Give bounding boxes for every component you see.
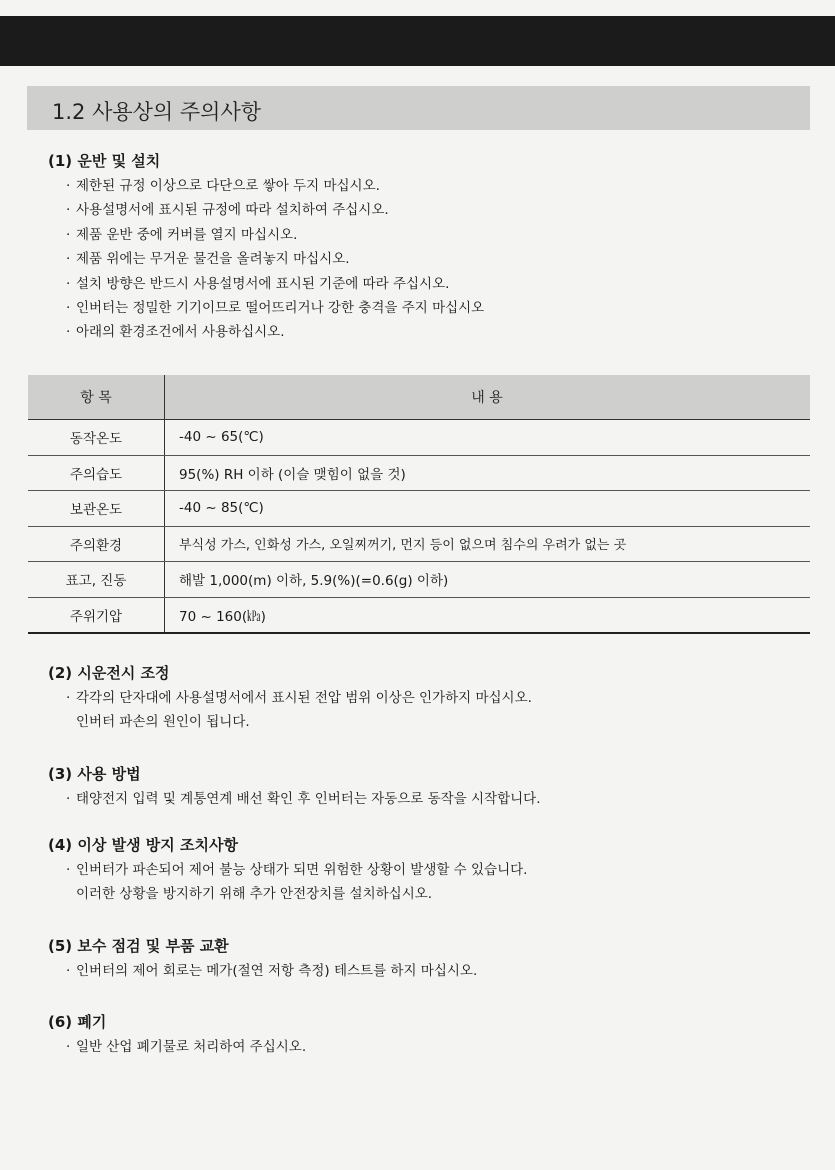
environment-table [28,375,810,634]
table-cell-content: 95(%) RH 이하 (이슬 맺힘이 없을 것) [165,455,811,491]
table-header-row [28,375,810,420]
heading-failure-prevention: (4) 이상 발생 방지 조치사항 [48,836,238,854]
table-row [28,526,810,562]
table-cell-content: 해발 1,000(m) 이하, 5.9(%)(=0.6(g) 이하) [165,562,811,598]
table-cell-item: 주의환경 [28,526,165,562]
list-item: · 아래의 환경조건에서 사용하십시오. [66,324,285,341]
heading-maintenance: (5) 보수 점검 및 부품 교환 [48,937,229,955]
list-item: · 제한된 규정 이상으로 다단으로 쌓아 두지 마십시오. [66,178,380,194]
table-cell-content: -40 ~ 85(℃) [165,491,811,527]
table-cell-item: 표고, 진동 [28,562,165,598]
section-maintenance [48,935,477,983]
table-cell-item: 보관온도 [28,491,165,527]
list-item: · 제품 운반 중에 커버를 열지 마십시오. [66,226,298,243]
heading-trial-run: (2) 시운전시 조정 [48,664,170,682]
list-item: · 인버터의 제어 회로는 메가(절연 저항 측정) 테스트를 하지 마십시오. [66,963,478,979]
column-header-content: 내 용 [165,375,811,420]
list-item: · 제품 위에는 무거운 물건을 올려놓지 마십시오. [66,251,350,268]
list-item: · 일반 산업 폐기물로 처리하여 주십시오. [66,1039,307,1055]
table-cell-content: 부식성 가스, 인화성 가스, 오일찌꺼기, 먼지 등이 없으며 침수의 우려가 없는 곳 [165,526,811,562]
table-row [28,562,810,598]
list-item: · 설치 방향은 반드시 사용설명서에 표시된 기준에 따라 주십시오. [66,275,450,292]
table-row [28,420,810,456]
section-usage [48,763,541,811]
section-trial-run [48,662,532,735]
table-row [28,491,810,527]
list-item: · 태양전지 입력 및 계통연계 배선 확인 후 인버터는 자동으로 동작을 시작합니다. [66,791,541,807]
table-cell-item: 동작온도 [28,420,165,456]
table-cell-item: 주의습도 [28,455,165,491]
table-row [28,455,810,491]
section-failure-prevention [48,834,527,907]
section-disposal [48,1011,306,1059]
heading-usage: (3) 사용 방법 [48,765,141,783]
section-transport-install [48,150,484,345]
list-item: · 인버터는 정밀한 기기이므로 떨어뜨리거나 강한 충격을 주지 마십시오 [66,300,485,317]
table-row [28,597,810,633]
list-item: · 인버터가 파손되어 제어 불능 상태가 되면 위험한 상황이 발생할 수 있습니다. [66,862,528,878]
heading-disposal: (6) 폐기 [48,1013,107,1031]
column-header-item: 항 목 [28,375,165,420]
list-item: · 사용설명서에 표시된 규정에 따라 설치하여 주십시오. [66,202,389,219]
list-item-continuation: 인버터 파손의 원인이 됩니다. [76,714,250,731]
table-cell-content: -40 ~ 65(℃) [165,420,811,456]
heading-transport-install: (1) 운반 및 설치 [48,152,161,170]
header-bar [0,16,835,66]
list-item: · 각각의 단자대에 사용설명서에서 표시된 전압 범위 이상은 인가하지 마십시오. [66,690,532,706]
table-cell-item: 주위기압 [28,597,165,633]
section-title: 1.2 사용상의 주의사항 [52,100,262,124]
list-item-continuation: 이러한 상황을 방지하기 위해 추가 안전장치를 설치하십시오. [76,886,433,903]
table-cell-content: 70 ~ 160(㎪) [165,597,811,633]
